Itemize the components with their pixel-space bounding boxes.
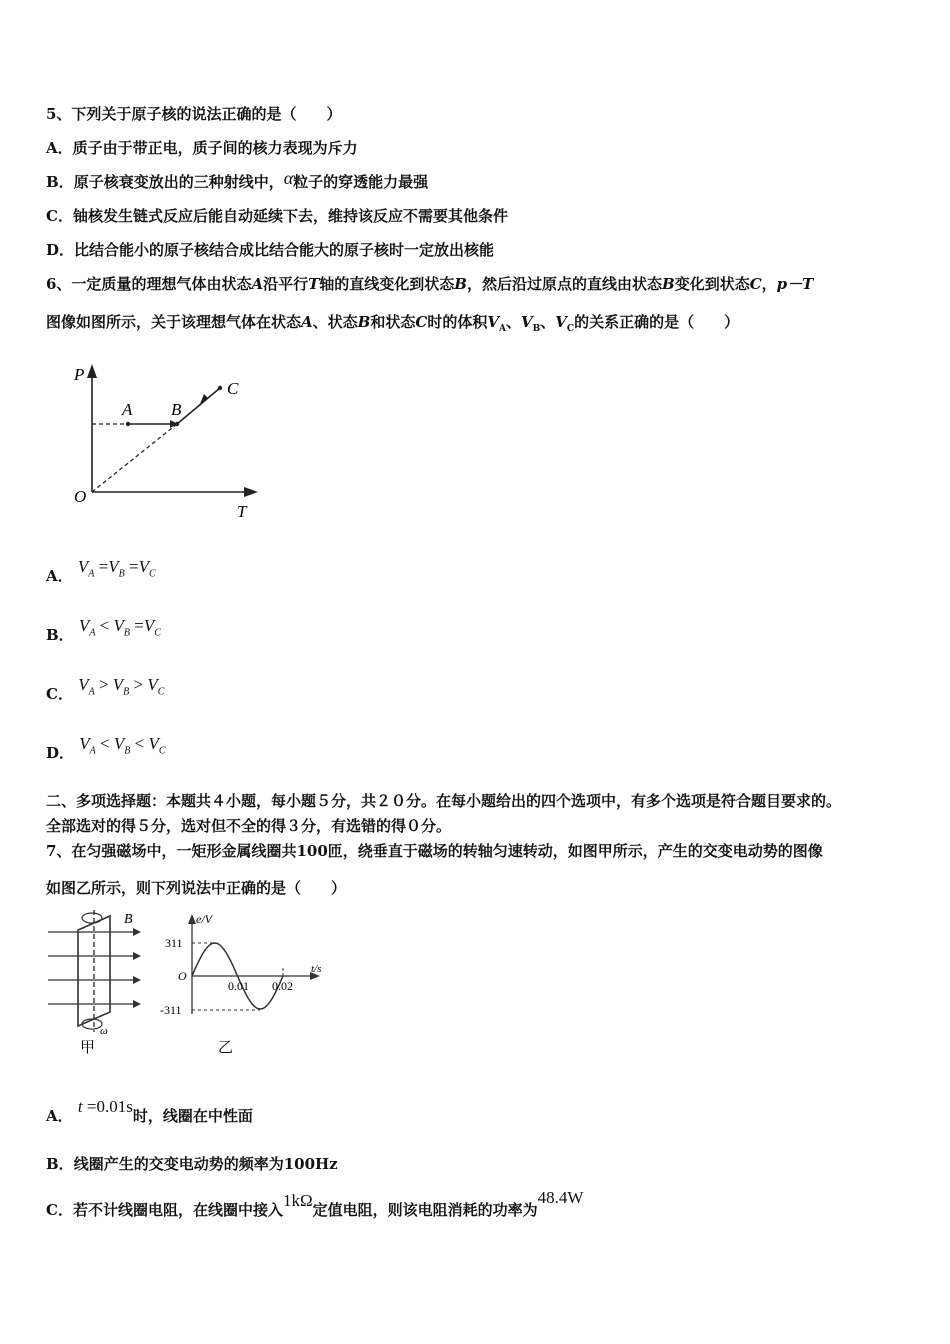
q7-figure-emf-graph — [156, 906, 336, 1058]
option-label: C． — [46, 1201, 73, 1219]
subscript: B — [123, 627, 131, 639]
alpha-symbol: α — [283, 168, 294, 188]
text: ，然后沿过原点的直线由状态 — [466, 275, 662, 293]
subscript: B — [532, 324, 541, 334]
text: 、 — [505, 313, 521, 331]
state-b: B — [662, 275, 675, 293]
subscript: A — [498, 324, 506, 334]
subscript: C — [566, 324, 575, 334]
relation: > — [98, 675, 109, 694]
q6-option-d[interactable] — [46, 734, 166, 765]
figure-caption: 乙 — [218, 1040, 234, 1056]
state-a: A — [251, 275, 264, 293]
arrow-up-icon — [87, 364, 97, 378]
var-t: t — [77, 1097, 83, 1116]
option-text: 若不计线圈电阻，在线圈中接入 — [72, 1201, 283, 1219]
b-c-line — [177, 388, 220, 424]
point-c — [218, 386, 222, 390]
omega-label: ω — [100, 1025, 108, 1037]
tick-label: 0.01 — [228, 979, 249, 993]
origin-label: O — [74, 487, 87, 506]
subscript: A — [88, 568, 95, 580]
b-label: B — [124, 912, 133, 927]
var-v: V — [148, 734, 159, 753]
q5-option-d[interactable] — [46, 239, 494, 260]
relation: > — [133, 675, 144, 694]
option-label: C． — [46, 685, 73, 703]
q5-option-b[interactable] — [46, 168, 429, 192]
option-text: 质子由于带正电，质子间的核力表现为斥力 — [72, 139, 358, 157]
text: 6、一定质量的理想气体由状态 — [46, 275, 252, 293]
option-label: C． — [46, 207, 73, 225]
ymax-label: 311 — [165, 936, 183, 950]
q5-option-c[interactable] — [46, 205, 508, 226]
var-t: T — [308, 275, 320, 293]
arrow-right-icon — [133, 976, 141, 984]
var-v: V — [138, 557, 149, 576]
option-label: D． — [46, 744, 75, 762]
subscript: C — [157, 686, 165, 698]
var-v: V — [78, 675, 89, 694]
state-b: B — [454, 275, 467, 293]
volume-relation — [79, 734, 166, 757]
t-axis-label: T — [237, 502, 247, 520]
subscript: A — [89, 627, 96, 639]
q6-stem-line1 — [46, 273, 813, 294]
point-a-label: A — [122, 400, 133, 419]
relation: = — [134, 616, 144, 635]
relation: < — [134, 734, 145, 753]
text: 的关系正确的是（ ） — [574, 313, 740, 331]
option-label: A． — [46, 1107, 73, 1125]
option-label: A． — [46, 567, 73, 585]
point-c-label: C — [227, 379, 239, 398]
power-value: 48.4W — [537, 1188, 584, 1207]
point-b-label: B — [171, 400, 182, 419]
q7-option-c[interactable] — [46, 1188, 584, 1220]
var-v: V — [113, 734, 125, 753]
q6-stem-line2 — [46, 311, 739, 334]
subscript: C — [154, 627, 161, 639]
q7-figure-coil — [44, 908, 152, 1058]
option-text: 比结合能小的原子核结合成比结合能大的原子核时一定放出核能 — [74, 241, 495, 259]
subscript: C — [148, 568, 156, 580]
option-label: D． — [46, 241, 75, 259]
point-a — [126, 422, 130, 426]
text: ， — [761, 275, 777, 293]
arrow-right-icon — [133, 952, 141, 960]
t-axis-label: t/s — [311, 963, 322, 975]
time-expression — [78, 1097, 133, 1116]
arrow-up-icon — [188, 914, 196, 924]
text: 时的体积 — [427, 313, 488, 331]
subscript: A — [88, 686, 95, 698]
arrow-right-icon — [133, 928, 141, 936]
var-v: V — [520, 313, 533, 331]
q7-option-b[interactable] — [46, 1153, 338, 1174]
var-v: V — [79, 734, 90, 753]
subscript: B — [123, 686, 130, 698]
q7-stem-line2: 如图乙所示，则下列说法中正确的是（ ） — [46, 879, 347, 897]
volume-relation — [77, 557, 156, 580]
q6-pt-graph — [62, 360, 272, 520]
subscript: A — [89, 745, 96, 757]
subscript: B — [118, 568, 125, 580]
e-axis-label: e/V — [196, 912, 212, 926]
p-t-label: p－T — [776, 275, 814, 293]
state-b: B — [357, 313, 371, 331]
origin-label: O — [178, 969, 187, 983]
option-label: B． — [46, 626, 74, 644]
state-c: C — [415, 313, 428, 331]
ymin-label: -311 — [160, 1003, 182, 1017]
text: 沿平行 — [263, 275, 309, 293]
p-axis-label: P — [74, 365, 85, 384]
var-v: V — [487, 313, 499, 331]
resistance-value: 1kΩ — [282, 1191, 313, 1210]
q7-option-a[interactable] — [46, 1097, 253, 1126]
section2-line1: 二、多项选择题：本题共４小题，每小题５分，共２０分。在每小题给出的四个选项中，有多个选项是符合题目要求的。 — [46, 792, 842, 810]
text: 和状态 — [370, 313, 416, 331]
relation: < — [99, 616, 110, 635]
text: 变化到状态 — [674, 275, 750, 293]
volume-relation — [78, 675, 165, 698]
q6-option-a[interactable] — [46, 557, 156, 588]
var-v: V — [143, 616, 155, 635]
dashed-line — [92, 424, 177, 492]
option-text: 线圈产生的交变电动势的频率为100Hz — [73, 1155, 338, 1173]
subscript: B — [124, 745, 131, 757]
text: 图像如图所示，关于该理想气体在状态 — [46, 313, 302, 331]
text: 轴的直线变化到状态 — [319, 275, 455, 293]
section2-line2: 全部选对的得５分，选对但不全的得３分，有选错的得０分。 — [46, 817, 452, 835]
var-v: V — [108, 557, 119, 576]
option-text: 粒子的穿透能力最强 — [293, 173, 429, 191]
q6-option-c[interactable] — [46, 675, 165, 706]
equation: =0.01s — [82, 1097, 133, 1116]
var-v: V — [113, 616, 124, 635]
relation: = — [98, 557, 109, 576]
option-text: 铀核发生链式反应后能自动延续下去，维持该反应不需要其他条件 — [72, 207, 508, 225]
arrow-right-icon — [133, 1000, 141, 1008]
volume-relation — [78, 616, 161, 639]
relation: = — [128, 557, 139, 576]
option-label: B． — [46, 173, 74, 191]
var-v: V — [78, 616, 90, 635]
option-label: B． — [46, 1155, 74, 1173]
point-b — [175, 422, 179, 426]
option-text: 定值电阻，则该电阻消耗的功率为 — [312, 1201, 538, 1219]
relation: < — [100, 734, 110, 753]
q5-option-a[interactable] — [46, 137, 358, 158]
option-text: 原子核衰变放出的三种射线中， — [73, 173, 284, 191]
subscript: C — [158, 745, 166, 757]
q5-stem: 5、下列关于原子核的说法正确的是（ ） — [46, 105, 342, 123]
var-v: V — [112, 675, 124, 694]
figure-caption: 甲 — [80, 1040, 96, 1056]
option-text: 时，线圈在中性面 — [132, 1107, 253, 1125]
var-v: V — [555, 313, 567, 331]
state-c: C — [749, 275, 762, 293]
option-label: A． — [46, 139, 73, 157]
q7-stem-line1: 7、在匀强磁场中，一矩形金属线圈共100匝，绕垂直于磁场的转轴匀速转动，如图甲所示，产生的交变电动势的图像 — [46, 842, 823, 860]
state-a: A — [301, 313, 313, 331]
text: 、状态 — [312, 313, 358, 331]
text: 、 — [540, 313, 556, 331]
q6-option-b[interactable] — [46, 616, 161, 647]
var-v: V — [77, 557, 89, 576]
arrow-right-icon — [244, 487, 258, 497]
tick-label: 0.02 — [272, 979, 293, 993]
var-v: V — [147, 675, 158, 694]
